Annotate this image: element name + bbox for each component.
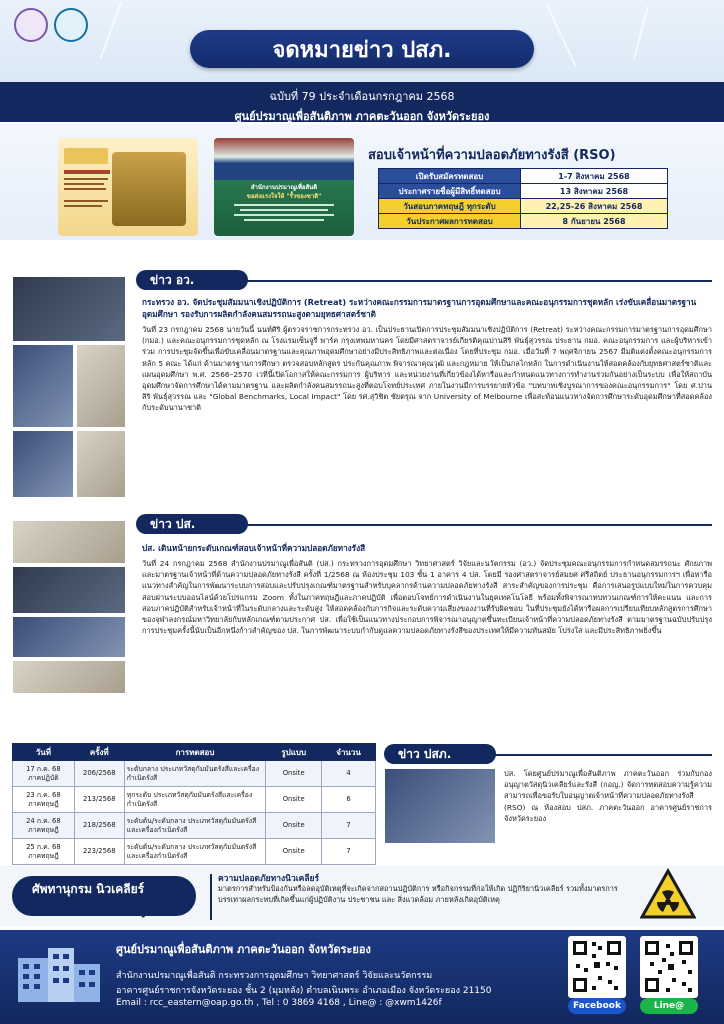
thai-flag-image	[214, 138, 354, 180]
news3-heading: ข่าว ปสภ.	[384, 744, 496, 764]
news3-body: ปส. โดยศูนย์ปรมาณูเพื่อสันติภาพ ภาคตะวันออก ร่วมกับกองอนุญาตวัสดุนิวเคลียร์และรังสี (กอญ.) จัดการทดสอบความรู้ความสามารถเพื่อขอรับใบอนุญาตเจ้าหน้าที่ความปลอดภัยทางรังสี (RSO) ณ ห้องสอบ ปสภ. ภาคตะวันออก อาคารศูนย์ราชการจังหวัดระยอง	[504, 769, 712, 823]
exam-test: ระดับกลาง ประเภทวัสดุกัมมันตรังสีและเครื่องกำเนิดรังสี	[124, 761, 266, 787]
news1-photo	[76, 430, 126, 498]
exam-date: 17 ก.ค. 68 ภาคปฏิบัติ	[13, 761, 75, 787]
exam-round: 218/2568	[74, 813, 124, 839]
footer-contact: Email : rcc_eastern@oap.go.th , Tel : 0 3869 4168 , Line@ : @xwm1426f	[116, 998, 442, 1008]
news1-photo	[12, 430, 74, 498]
news2-photo	[12, 660, 126, 694]
exam-date: 24 ก.ค. 68 ภาคทฤษฎี	[13, 813, 75, 839]
exam-test: ทุกระดับ ประเภทวัสดุกัมมันตรังสีและเครื่องกำเนิดรังสี	[124, 787, 266, 813]
building-icon	[14, 944, 104, 1004]
rso-row	[379, 199, 668, 214]
rso-value: 22,25-26 สิงหาคม 2568	[521, 199, 668, 214]
footer-agency: สำนักงานปรมาณูเพื่อสันติ กระทรวงการอุดมศึกษา วิทยาศาสตร์ วิจัยและนวัตกรรม	[116, 971, 433, 981]
col-round: ครั้งที่	[74, 744, 124, 761]
rso-label: วันสอบภาคทฤษฎี ทุกระดับ	[379, 199, 521, 214]
exam-schedule-table	[12, 743, 376, 865]
rso-label: ประกาศรายชื่อผู้มีสิทธิ์ทดสอบ	[379, 184, 521, 199]
rso-label: เปิดรับสมัครทดสอบ	[379, 169, 521, 184]
news2-photo	[12, 616, 126, 658]
exam-date: 23 ก.ค. 68 ภาคทฤษฎี	[13, 787, 75, 813]
rso-label: วันประกาศผลการทดสอบ	[379, 214, 521, 229]
exam-count: 6	[322, 787, 376, 813]
exam-round: 206/2568	[74, 761, 124, 787]
footer	[0, 930, 724, 1024]
radiation-warning-icon	[640, 868, 696, 920]
exam-date: 25 ก.ค. 68 ภาคทฤษฎี	[13, 839, 75, 865]
issue-banner	[0, 82, 724, 122]
royal-poster	[58, 138, 198, 236]
glossary-label-en: Nuclear safety	[50, 904, 149, 918]
news2-photo	[12, 566, 126, 614]
exam-mode: Onsite	[266, 839, 322, 865]
news1-body: วันที่ 23 กรกฎาคม 2568 นายวันนี้ นนท์ศิริ ผู้ตรวจราชการกระทรวง อว. เป็นประธานเปิดการประชุมสัมมนาเชิงปฏิบัติการ (Retreat) ระหว่างคณะกรรมการมาตรฐานการอุดมศึกษา (กมอ.) และคณะอนุกรรมการชุดหลัก ณ โรงแรมเซ็นจูรี่ พาร์ค กรุงเทพมหานคร โดยมีศาสตราจารย์เกียรติคุณปานสิริ พันธุ์สุวรรณ ประธาน กมอ. คณะอนุกรรมการ และผู้บริหารเข้าร่วม การประชุมจัดขึ้นเพื่อขับเคลื่อนมาตรฐานและคุณภาพอุดมศึกษาอย่างมีประสิทธิภาพและต่อเนื่อง โดยที่ประชุม กมอ. เมื่อวันที่ 7 พฤศจิกายน 2567 มีมติแต่งตั้งคณะอนุกรรมการหลัก 5 คณะ ได้แก่ ด้านมาตรฐานการศึกษา ตรวจสอบหลักสูตร ประกันคุณภาพ พิจารณาคุณวุฒิ และกฎหมาย ให้เป็นกลไกหลัก ในการดำเนินงานให้สอดคล้องกับยุทธศาสตร์ชาติและแผนอุดมศึกษา พ.ศ. 2566–2570 เวทีนี้เปิดโอกาสให้คณะกรรมการ ผู้บริหาร และหน่วยงานที่เกี่ยวข้องได้หารือและกำหนดแนวทางการทำงานร่วมกันอย่างเป็นระบบ เพื่อให้สถาบันอุดมศึกษาจัดการศึกษาได้ตามมาตรฐาน และผลิตกำลังคนสมรรถนะสูงที่ตอบโจทย์ประเทศ ภายในงานมีการบรรยายหัวข้อ "บทบาทเชิงบูรณาการของคณะอนุกรรมการ" โดย ศ.ปานสิริ พันธุ์สุวรรณ และ "Global Benchmarks, Local Impact" โดย รศ.สุวิชิต ชัยตรุณ จาก University of Melbourne เพื่อสะท้อนแนวทางจัดการศึกษาระดับอุดมศึกษาที่สอดคล้องกับระดับนานาชาติ	[142, 325, 712, 413]
rso-value: 8 กันยายน 2568	[521, 214, 668, 229]
exam-round: 223/2568	[74, 839, 124, 865]
news1-heading: ข่าว อว.	[136, 270, 248, 290]
rso-schedule-table	[378, 168, 668, 229]
table-row	[13, 839, 376, 865]
exam-mode: Onsite	[266, 787, 322, 813]
news2-heading: ข่าว ปส.	[136, 514, 248, 534]
ministry-logo-icon	[14, 8, 48, 42]
rso-row	[379, 184, 668, 199]
col-count: จำนวน	[322, 744, 376, 761]
exam-count: 7	[322, 839, 376, 865]
footer-address: อาคารศูนย์ราชการจังหวัดระยอง ชั้น 2 (มุมหลัง) ตำบลเนินพระ อำเภอเมือง จังหวัดระยอง 21150	[116, 986, 492, 996]
table-row	[13, 813, 376, 839]
exam-mode: Onsite	[266, 813, 322, 839]
lightning-decoration-icon	[545, 3, 576, 67]
facebook-qr-code[interactable]	[568, 936, 626, 998]
line-label[interactable]: Line@	[640, 998, 698, 1014]
col-date: วันที่	[13, 744, 75, 761]
exam-mode: Onsite	[266, 761, 322, 787]
exam-header-row	[13, 744, 376, 761]
rso-value: 1-7 สิงหาคม 2568	[521, 169, 668, 184]
rso-title: สอบเจ้าหน้าที่ความปลอดภัยทางรังสี (RSO)	[368, 148, 616, 163]
news2-photo	[12, 520, 126, 564]
exam-test: ระดับต้น/ระดับกลาง ประเภทวัสดุกัมมันตรังสีและเครื่องกำเนิดรังสี	[124, 839, 266, 865]
news2-body: วันที่ 24 กรกฎาคม 2568 สำนักงานปรมาณูเพื่อสันติ (ปส.) กระทรวงการอุดมศึกษา วิทยาศาสตร์ วิจัยและนวัตกรรม (อว.) จัดประชุมคณะอนุกรรมการกำหนดสมรรถนะ ศักยภาพ และมาตรฐานเจ้าหน้าที่ด้านความปลอดภัยทางรังสี ครั้งที่ 1/2568 ณ ห้องประชุม 103 ชั้น 1 อาคาร 4 ปส. โดยมี รองศาสตราจารย์สมยศ ศรีสถิตย์ ประธานอนุกรรมการฯ เพื่อหารือแนวทางสำคัญในการพัฒนาระบบการสอบและปรับปรุงเกณฑ์มาตรฐานสำหรับบุคลากรด้านความปลอดภัยทางรังสี สาระสำคัญของการประชุม คือการเสนอรูปแบบใหม่ในการควบคุมสอบผ่านระบบออนไลน์ด้วยโปรแกรม Zoom ทั้งในภาคทฤษฎีและภาคปฏิบัติ เพื่อตอบโจทย์การดำเนินงานในยุคเทคโนโลยี พร้อมทั้งพิจารณาทบทวนเกณฑ์การให้คะแนน และการสอบภาคปฏิบัติสำหรับเจ้าหน้าที่ในระดับกลางและระดับสูง ให้สอดคล้องกับการกิจและระดับความเสี่ยงของงานที่รับผิดชอบ ในที่ประชุมยังได้หารือผลการเปรียบเทียบหลักสูตรการศึกษาของจุฬาลงกรณ์มหาวิทยาลัยกับหลักเกณฑ์ตามประกาศ ปส. เพื่อใช้เป็นแนวทางประกอบการพิจารณาอนุญาตขึ้นทะเบียนเจ้าหน้าที่ความปลอดภัยทางรังสี ตามมาตรฐานฉบับปรับปรุง การประชุมครั้งนี้นับเป็นอีกหนึ่งก้าวสำคัญของ ปส. ในการพัฒนาระบบกำกับดูแลความปลอดภัยทางรังสีของประเทศให้มีความทันสมัย โปร่งใส และมีประสิทธิภาพยิ่งขึ้น	[142, 559, 712, 636]
exam-round: 213/2568	[74, 787, 124, 813]
line-qr-code[interactable]	[640, 936, 698, 998]
issue-number: ฉบับที่ 79 ประจำเดือนกรกฎาคม 2568	[269, 90, 455, 103]
table-row	[13, 761, 376, 787]
news1-photo	[12, 276, 126, 342]
col-test: การทดสอบ	[124, 744, 266, 761]
header	[0, 0, 724, 122]
news2-title: ปส. เดินหน้ายกระดับเกณฑ์สอบเจ้าหน้าที่ความปลอดภัยทางรังสี	[142, 543, 366, 553]
newsletter-title: จดหมายข่าว ปสภ.	[190, 30, 534, 68]
lightning-decoration-icon	[100, 1, 122, 58]
news1-title: กระทรวง อว. จัดประชุมสัมมนาเชิงปฏิบัติการ (Retreat) ระหว่างคณะกรรมการมาตรฐานการอุดมศึกษาและคณะอนุกรรมการชุดหลัก เร่งขับเคลื่อนมาตรฐานอุดมศึกษา รองรับการผลิตกำลังคนสมรรถนะสูงตามยุทธศาสตร์ชาติ	[142, 297, 697, 319]
center-name: ศูนย์ปรมาณูเพื่อสันติภาพ ภาคตะวันออก จังหวัดระยอง	[234, 110, 490, 122]
poster-subtitle: ขอส่งแรงใจให้ "รั้วของชาติ"	[246, 193, 322, 200]
news3-photo	[384, 768, 496, 844]
news1-photo	[12, 344, 74, 428]
rso-value: 13 สิงหาคม 2568	[521, 184, 668, 199]
exam-count: 7	[322, 813, 376, 839]
glossary-divider	[210, 874, 212, 920]
exam-test: ระดับต้น/ระดับกลาง ประเภทวัสดุกัมมันตรังสีและเครื่องกำเนิดรังสี	[124, 813, 266, 839]
rso-row	[379, 214, 668, 229]
news1-photo	[76, 344, 126, 428]
table-row	[13, 787, 376, 813]
rso-row	[379, 169, 668, 184]
glossary-term: ความปลอดภัยทางนิวเคลียร์	[218, 874, 320, 884]
rso-section	[0, 124, 724, 240]
poster-title: สำนักงานปรมาณูเพื่อสันติ	[250, 184, 318, 191]
lightning-decoration-icon	[633, 6, 649, 60]
glossary-definition: มาตรการสำหรับป้องกันหรือลดอุบัติเหตุที่จะเกิดจากสถานปฏิบัติการ หรือกิจกรรมที่ก่อให้เกิด ปฏิกิริยานิวเคลียร์ รวมทั้งมาตรการบรรเทาผลกระทบที่เกิดขึ้นแก่ผู้ปฏิบัติงาน ประชาชน และ สิ่งแวดล้อม ภายหลังเกิดอุบัติเหตุ	[218, 884, 618, 904]
exam-count: 4	[322, 761, 376, 787]
glossary-label-th: ศัพทานุกรม นิวเคลียร์	[32, 882, 145, 896]
col-mode: รูปแบบ	[266, 744, 322, 761]
military-poster	[214, 138, 354, 236]
facebook-label[interactable]: Facebook	[568, 998, 626, 1014]
oap-logo-icon	[54, 8, 88, 42]
footer-center-name: ศูนย์ปรมาณูเพื่อสันติภาพ ภาคตะวันออก จังหวัดระยอง	[116, 943, 371, 956]
emblem-icon	[64, 148, 108, 164]
portrait-image	[112, 152, 186, 226]
